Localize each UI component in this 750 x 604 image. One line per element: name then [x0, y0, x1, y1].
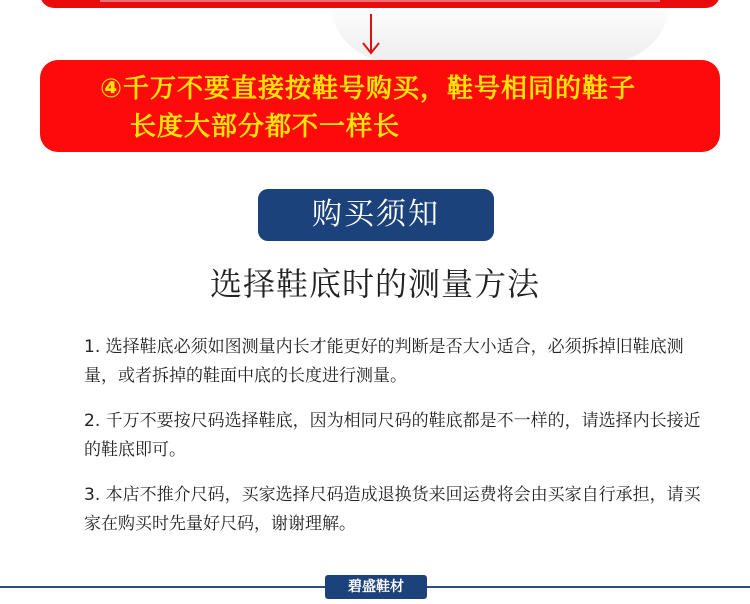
warning-banner	[40, 60, 720, 152]
section-subtitle: 选择鞋底时的测量方法	[209, 265, 540, 303]
footer-brand-badge: 碧盛鞋材	[325, 575, 427, 599]
previous-warning-banner-edge	[40, 0, 720, 8]
note-item-3: 3. 本店不推介尺码，买家选择尺码造成退换货来回运费将会由买家自行承担，请买家在购买时先量好尺码，谢谢理解。	[84, 485, 701, 534]
warning-line-1: ④千万不要直接按鞋号购买，鞋号相同的鞋子	[100, 74, 637, 104]
section-title-badge: 购买须知	[258, 189, 494, 241]
warning-text	[100, 70, 700, 146]
warning-line-2: 长度大部分都不一样长	[130, 112, 401, 142]
down-arrow-icon	[361, 12, 381, 56]
banner-edge-highlight	[100, 0, 660, 2]
background-arc	[330, 0, 670, 62]
purchase-notes	[84, 333, 704, 555]
note-item-2: 2. 千万不要按尺码选择鞋底，因为相同尺码的鞋底都是不一样的，请选择内长接近的鞋底即可。	[84, 411, 701, 460]
note-item-1: 1. 选择鞋底必须如图测量内长才能更好的判断是否大小适合，必须拆掉旧鞋底测量，或者拆掉的鞋面中底的长度进行测量。	[84, 337, 684, 386]
